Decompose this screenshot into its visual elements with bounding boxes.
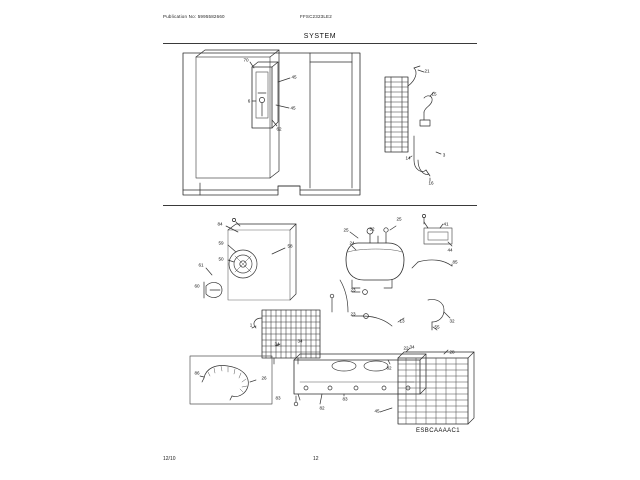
publication-number: Publication No: 5995582660: [163, 14, 225, 19]
callout-number: 32: [449, 318, 455, 324]
footer-page-number: 12: [313, 456, 319, 462]
callout-number: 16: [428, 180, 434, 186]
callout-number: 52: [369, 226, 375, 232]
callout-number: 70: [243, 57, 249, 63]
callout-number: 41: [443, 221, 449, 227]
callout-number: 21: [424, 68, 430, 74]
callout-number: 3: [442, 152, 446, 158]
callout-number: 13: [399, 318, 405, 324]
callout-number: 6: [247, 98, 251, 104]
callout-number: 82: [319, 405, 325, 411]
callout-number: 44: [447, 247, 453, 253]
callout-number: 15: [431, 91, 437, 97]
footer-date: 12/10: [163, 456, 176, 462]
callout-number: 34: [409, 344, 415, 350]
callout-number: 45: [374, 408, 380, 414]
callout-number: 25: [343, 227, 349, 233]
callout-number: 45: [290, 105, 296, 111]
callout-number: 28: [449, 349, 455, 355]
callout-number: 23: [350, 287, 356, 293]
callout-number: 86: [194, 370, 200, 376]
callout-number: 58: [287, 243, 293, 249]
callout-number: 45: [291, 74, 297, 80]
callout-number: 34: [297, 338, 303, 344]
callout-number: 61: [198, 262, 204, 268]
callout-number: 25: [396, 216, 402, 222]
callout-number: 59: [218, 240, 224, 246]
callout-number: 60: [194, 283, 200, 289]
callout-number: 62: [276, 126, 282, 132]
model-number: FFSC2323LE2: [300, 14, 332, 19]
callout-number: 84: [217, 221, 223, 227]
page-title: SYSTEM: [303, 33, 337, 40]
callout-number: 24: [349, 240, 355, 246]
callout-number: 23: [350, 311, 356, 317]
callout-number: 34: [274, 341, 280, 347]
callout-number: 50: [218, 256, 224, 262]
callout-number: 55: [434, 324, 440, 330]
callout-number: 82: [386, 365, 392, 371]
callout-number: 85: [452, 259, 458, 265]
callout-number: 83: [342, 396, 348, 402]
diagram-code: ESBCAAAAC1: [416, 428, 461, 434]
callout-number: 22: [403, 345, 409, 351]
callout-number: 1: [249, 322, 253, 328]
callout-number: 83: [275, 395, 281, 401]
callout-number: 26: [261, 375, 267, 381]
callout-number: 14: [405, 155, 411, 161]
